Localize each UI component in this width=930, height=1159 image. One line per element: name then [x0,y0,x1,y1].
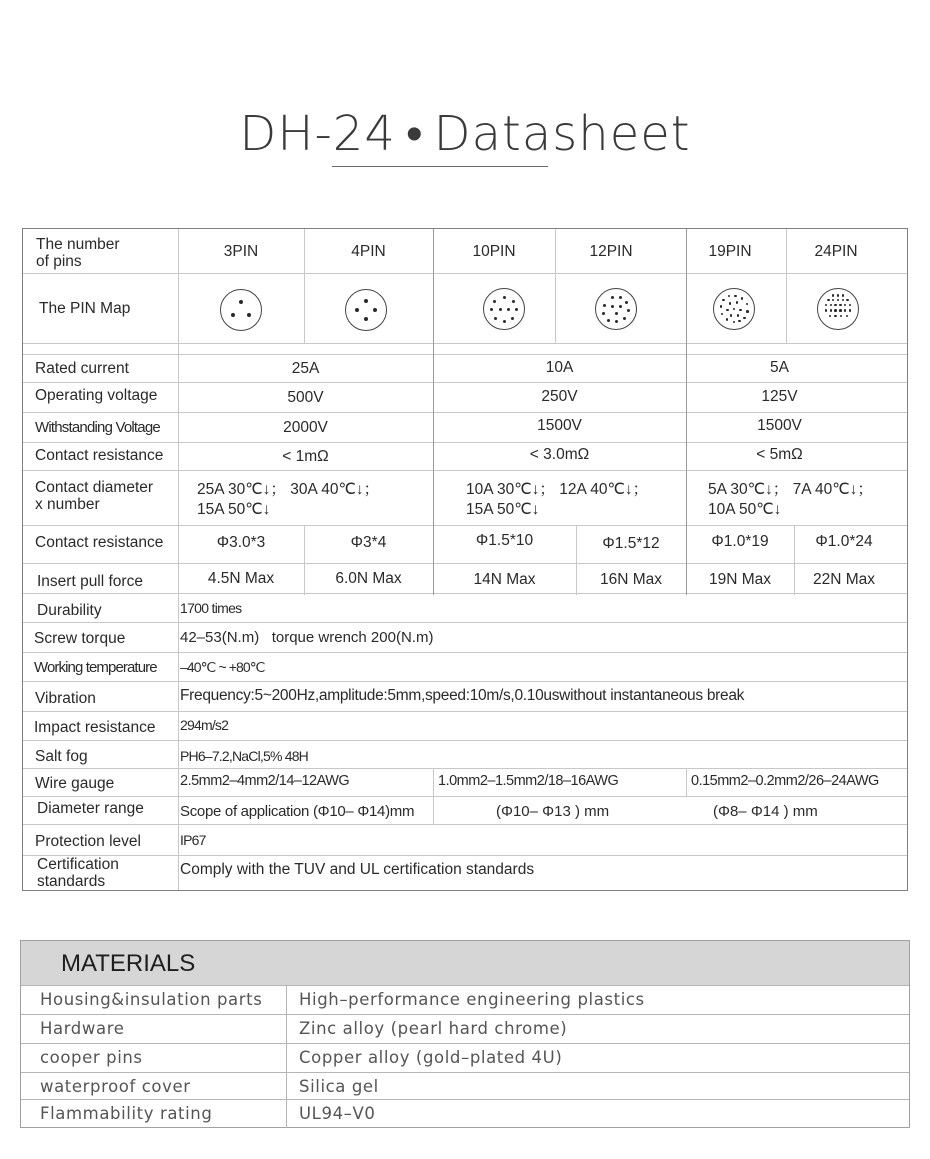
contact-resistance-label: Contact resistance [35,447,164,464]
contact-diameter-label: Contact diameter x number [35,479,154,513]
certification-label: Certification standards [37,856,119,890]
withstanding-voltage-label: Withstanding Voltage [35,419,160,436]
materials-column-divider [286,1073,287,1101]
rated-current-value: 25A [291,360,320,377]
salt-fog-value: PH6–7.2,NaCl,5% 48H [180,748,308,764]
materials-row [21,1072,909,1101]
screw-torque-label: Screw torque [34,630,126,647]
insert-pull-value: 6.0N Max [335,570,402,587]
insert-pull-value: 22N Max [812,571,876,588]
contact-size-value: Φ1.5*10 [475,532,534,549]
label-column-divider [178,229,179,890]
insert-pull-value: 19N Max [708,571,772,588]
wire-gauge-label: Wire gauge [35,775,115,792]
row-divider [23,855,907,856]
withstanding-voltage-value: 1500V [537,417,582,434]
rated-current-value: 10A [545,359,574,376]
diameter-range-value: Scope of application (Φ10– Φ14)mm [180,803,415,820]
materials-row [21,1099,909,1128]
title-underline [332,166,548,167]
contact-size-value: Φ3.0*3 [216,534,266,551]
materials-table [20,940,910,1128]
row-divider [23,273,907,274]
contact-size-value: Φ1.0*24 [815,533,873,550]
row-divider [23,622,907,623]
protection-label: Protection level [35,833,141,850]
pin-map-4 [345,289,387,331]
material-part: Flammability rating [40,1104,213,1123]
row-divider [23,824,907,825]
materials-column-divider [286,1015,287,1043]
material-value: Zinc alloy (pearl hard chrome) [299,1019,568,1038]
contact-resistance-2-label: Contact resistance [35,534,164,551]
vibration-value: Frequency:5~200Hz,amplitude:5mm,speed:10m/s,0.10uswithout instantaneous break [180,687,745,704]
row-divider [23,343,907,344]
diameter-range-value: (Φ10– Φ13 ) mm [496,803,610,820]
row-divider [23,593,907,594]
row-divider [23,768,907,769]
wire-gauge-value: 2.5mm2–4mm2/14–12AWG [180,773,350,789]
rated-current-value: 5A [770,359,789,376]
impact-label: Impact resistance [34,719,156,736]
materials-column-divider [286,1100,287,1128]
row-divider [23,740,907,741]
wire-gauge-value: 0.15mm2–0.2mm2/26–24AWG [691,773,879,789]
insert-pull-value: 14N Max [473,571,536,588]
pin-map-19 [713,288,755,330]
pinmap-label: The PIN Map [39,300,131,317]
row-divider [23,470,907,471]
pin-count-19: 19PIN [708,243,752,260]
pin-map-3 [220,289,262,331]
certification-value: Comply with the TUV and UL certification standards [180,861,535,878]
materials-column-divider [286,986,287,1014]
materials-column-divider [286,1044,287,1072]
pin-count-24: 24PIN [814,243,858,260]
pin-count-10: 10PIN [472,243,516,260]
pin-count-3: 3PIN [223,243,259,260]
material-value: Copper alloy (gold–plated 4U) [299,1048,563,1067]
withstanding-voltage-value: 2000V [283,419,328,436]
pin-count-4: 4PIN [351,243,386,260]
operating-voltage-value: 500V [287,389,324,406]
page-title [0,106,930,162]
row-divider [23,525,907,526]
wire-gauge-value: 1.0mm2–1.5mm2/18–16AWG [438,773,619,789]
diameter-range-label: Diameter range [37,800,144,817]
materials-heading: MATERIALS [61,950,196,977]
contact-size-value: Φ1.5*12 [602,535,660,552]
contact-resistance-value: < 1mΩ [282,448,329,465]
withstanding-voltage-value: 1500V [757,417,802,434]
materials-row [21,1043,909,1072]
diameter-range-value: (Φ8– Φ14 ) mm [713,803,818,820]
pin-map-12 [595,288,637,330]
pin-count-12: 12PIN [589,243,633,260]
contact-diameter-value: 10A 30℃↓； 12A 40℃↓； 15A 50℃↓ [466,481,649,518]
row-divider [23,382,907,383]
material-value: High–performance engineering plastics [299,990,645,1009]
screw-torque-value: 42–53(N.m) torque wrench 200(N.m) [180,629,434,646]
contact-size-value: Φ3*4 [350,534,387,551]
insert-pull-value: 4.5N Max [207,570,275,587]
title-word: Datasheet [433,106,691,162]
contact-resistance-value: < 3.0mΩ [529,446,590,463]
material-value: Silica gel [299,1077,379,1096]
material-part: Hardware [40,1019,125,1038]
insert-pull-label: Insert pull force [37,573,143,590]
working-temp-label: Working temperature [34,659,157,676]
operating-voltage-value: 125V [761,388,798,405]
materials-row [21,1014,909,1043]
salt-fog-label: Salt fog [35,748,88,765]
durability-label: Durability [37,602,102,619]
contact-size-value: Φ1.0*19 [711,533,769,550]
operating-voltage-label: Operating voltage [35,387,158,404]
material-value: UL94–V0 [299,1104,376,1123]
model-name: DH-24 [239,106,396,162]
working-temp-value: –40℃ ~ +80℃ [180,659,265,675]
material-part: cooper pins [40,1048,143,1067]
pin-map-10 [483,288,525,330]
spec-table [22,228,908,891]
wire-gauge-divider [686,768,687,796]
wire-gauge-divider [433,768,434,824]
material-part: waterproof cover [40,1077,191,1096]
title-separator: • [405,106,424,162]
vibration-label: Vibration [35,690,96,707]
contact-resistance-value: < 5mΩ [756,446,803,463]
operating-voltage-value: 250V [541,388,578,405]
contact-diameter-value: 5A 30℃↓； 7A 40℃↓； 10A 50℃↓ [708,481,873,518]
contact-diameter-value: 25A 30℃↓； 30A 40℃↓； 15A 50℃↓ [197,481,380,518]
row-divider [23,681,907,682]
material-part: Housing&insulation parts [40,990,263,1009]
row-divider [23,652,907,653]
row-divider [23,711,907,712]
protection-value: IP67 [180,832,206,848]
insert-pull-value: 16N Max [599,571,663,588]
row-divider [23,563,907,564]
row-divider [23,354,907,355]
rated-current-label: Rated current [35,360,129,377]
row-divider [23,412,907,413]
pins-label: The number of pins [36,236,120,270]
materials-row [21,985,909,1014]
durability-value: 1700 times [180,600,242,616]
materials-header [21,941,909,985]
row-divider [23,796,907,797]
impact-value: 294m/s2 [180,717,229,733]
pin-map-24 [817,288,859,330]
row-divider [23,442,907,443]
